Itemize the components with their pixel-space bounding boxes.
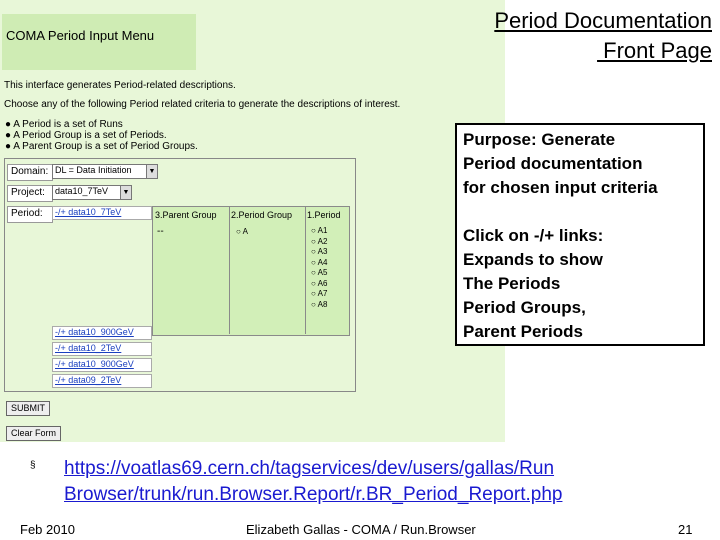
- domain-label: Domain:: [7, 164, 53, 181]
- period-radio[interactable]: ○ A3: [311, 247, 328, 256]
- expand-link-4[interactable]: -/+ data09_2TeV: [52, 374, 152, 388]
- url-bullet: §: [30, 460, 36, 471]
- purpose-line: Parent Periods: [463, 322, 583, 341]
- period-radio[interactable]: ○ A2: [311, 236, 328, 246]
- period-radio[interactable]: ○ A8: [311, 299, 328, 309]
- parent-group-value: --: [157, 226, 164, 237]
- period-radio[interactable]: ○ A1: [311, 226, 328, 235]
- project-select[interactable]: [52, 185, 132, 200]
- expand-link-3[interactable]: -/+ data10_900GeV: [52, 358, 152, 372]
- chevron-down-icon: ▼: [146, 165, 157, 178]
- slide-title-line-1: Period Documentation: [494, 8, 712, 33]
- period-radio[interactable]: ○ A6: [311, 278, 328, 288]
- col-header-group: 2.Period Group: [231, 210, 293, 220]
- grid-divider: [229, 206, 230, 334]
- report-url-line-2: Browser/trunk/run.Browser.Report/r.BR_Period_Report.php: [64, 484, 563, 505]
- slide-title: [412, 6, 712, 66]
- grid-divider: [305, 206, 306, 334]
- purpose-line: for chosen input criteria: [463, 178, 658, 197]
- expand-link-2[interactable]: -/+ data10_2TeV: [52, 342, 152, 356]
- clear-form-button[interactable]: Clear Form: [6, 426, 61, 441]
- purpose-spacer: [463, 200, 697, 224]
- project-label: Project:: [7, 185, 53, 202]
- period-radio[interactable]: ○ A7: [311, 289, 328, 298]
- period-label: Period:: [7, 206, 53, 223]
- footer-date: Feb 2010: [20, 522, 75, 537]
- expand-link-1[interactable]: -/+ data10_900GeV: [52, 326, 152, 340]
- form-bullet-2: ● A Period Group is a set of Periods.: [5, 130, 167, 141]
- form-bullet-2-text: A Period Group is a set of Periods.: [13, 130, 167, 141]
- form-bullet-1-text: A Period is a set of Runs: [13, 119, 123, 130]
- purpose-line: Click on -/+ links:: [463, 226, 604, 245]
- period-radio[interactable]: ○ A4: [311, 257, 328, 267]
- purpose-line: Period documentation: [463, 154, 643, 173]
- form-bullet-1: ● A Period is a set of Runs: [5, 119, 123, 130]
- period-expand-link[interactable]: -/+ data10_7TeV: [52, 206, 152, 220]
- form-description-1: This interface generates Period-related descriptions.: [4, 80, 236, 91]
- footer-page-number: 21: [678, 522, 693, 537]
- col-header-parent: 3.Parent Group: [155, 210, 217, 220]
- project-select-value: data10_7TeV: [55, 186, 109, 196]
- domain-select[interactable]: [52, 164, 158, 179]
- report-url-line-1: https://voatlas69.cern.ch/tagservices/dev/users/gallas/Run: [64, 458, 555, 479]
- form-header-title: COMA Period Input Menu: [6, 28, 155, 43]
- chevron-down-icon: ▼: [120, 186, 131, 199]
- purpose-line: Expands to show: [463, 250, 603, 269]
- col-header-period: 1.Period: [307, 210, 341, 220]
- form-bullet-3: ● A Parent Group is a set of Period Groups.: [5, 141, 198, 152]
- footer-author: Elizabeth Gallas - COMA / Run.Browser: [246, 522, 476, 537]
- report-url-link[interactable]: [64, 456, 704, 508]
- form-bullet-3-text: A Parent Group is a set of Period Groups.: [13, 141, 198, 152]
- submit-button[interactable]: SUBMIT: [6, 401, 50, 416]
- period-radio-list: [311, 226, 327, 310]
- purpose-callout: [455, 123, 705, 346]
- purpose-line: Period Groups,: [463, 298, 586, 317]
- purpose-line: Purpose: Generate: [463, 130, 616, 149]
- domain-select-value: DL = Data Initiation: [55, 165, 132, 175]
- purpose-line: The Periods: [463, 274, 561, 293]
- form-description-2: Choose any of the following Period related criteria to generate the descriptions of interest.: [4, 99, 401, 110]
- slide-title-line-2: Front Page: [597, 38, 712, 63]
- group-radio[interactable]: ○ A: [236, 227, 248, 236]
- period-radio[interactable]: ○ A5: [311, 268, 328, 277]
